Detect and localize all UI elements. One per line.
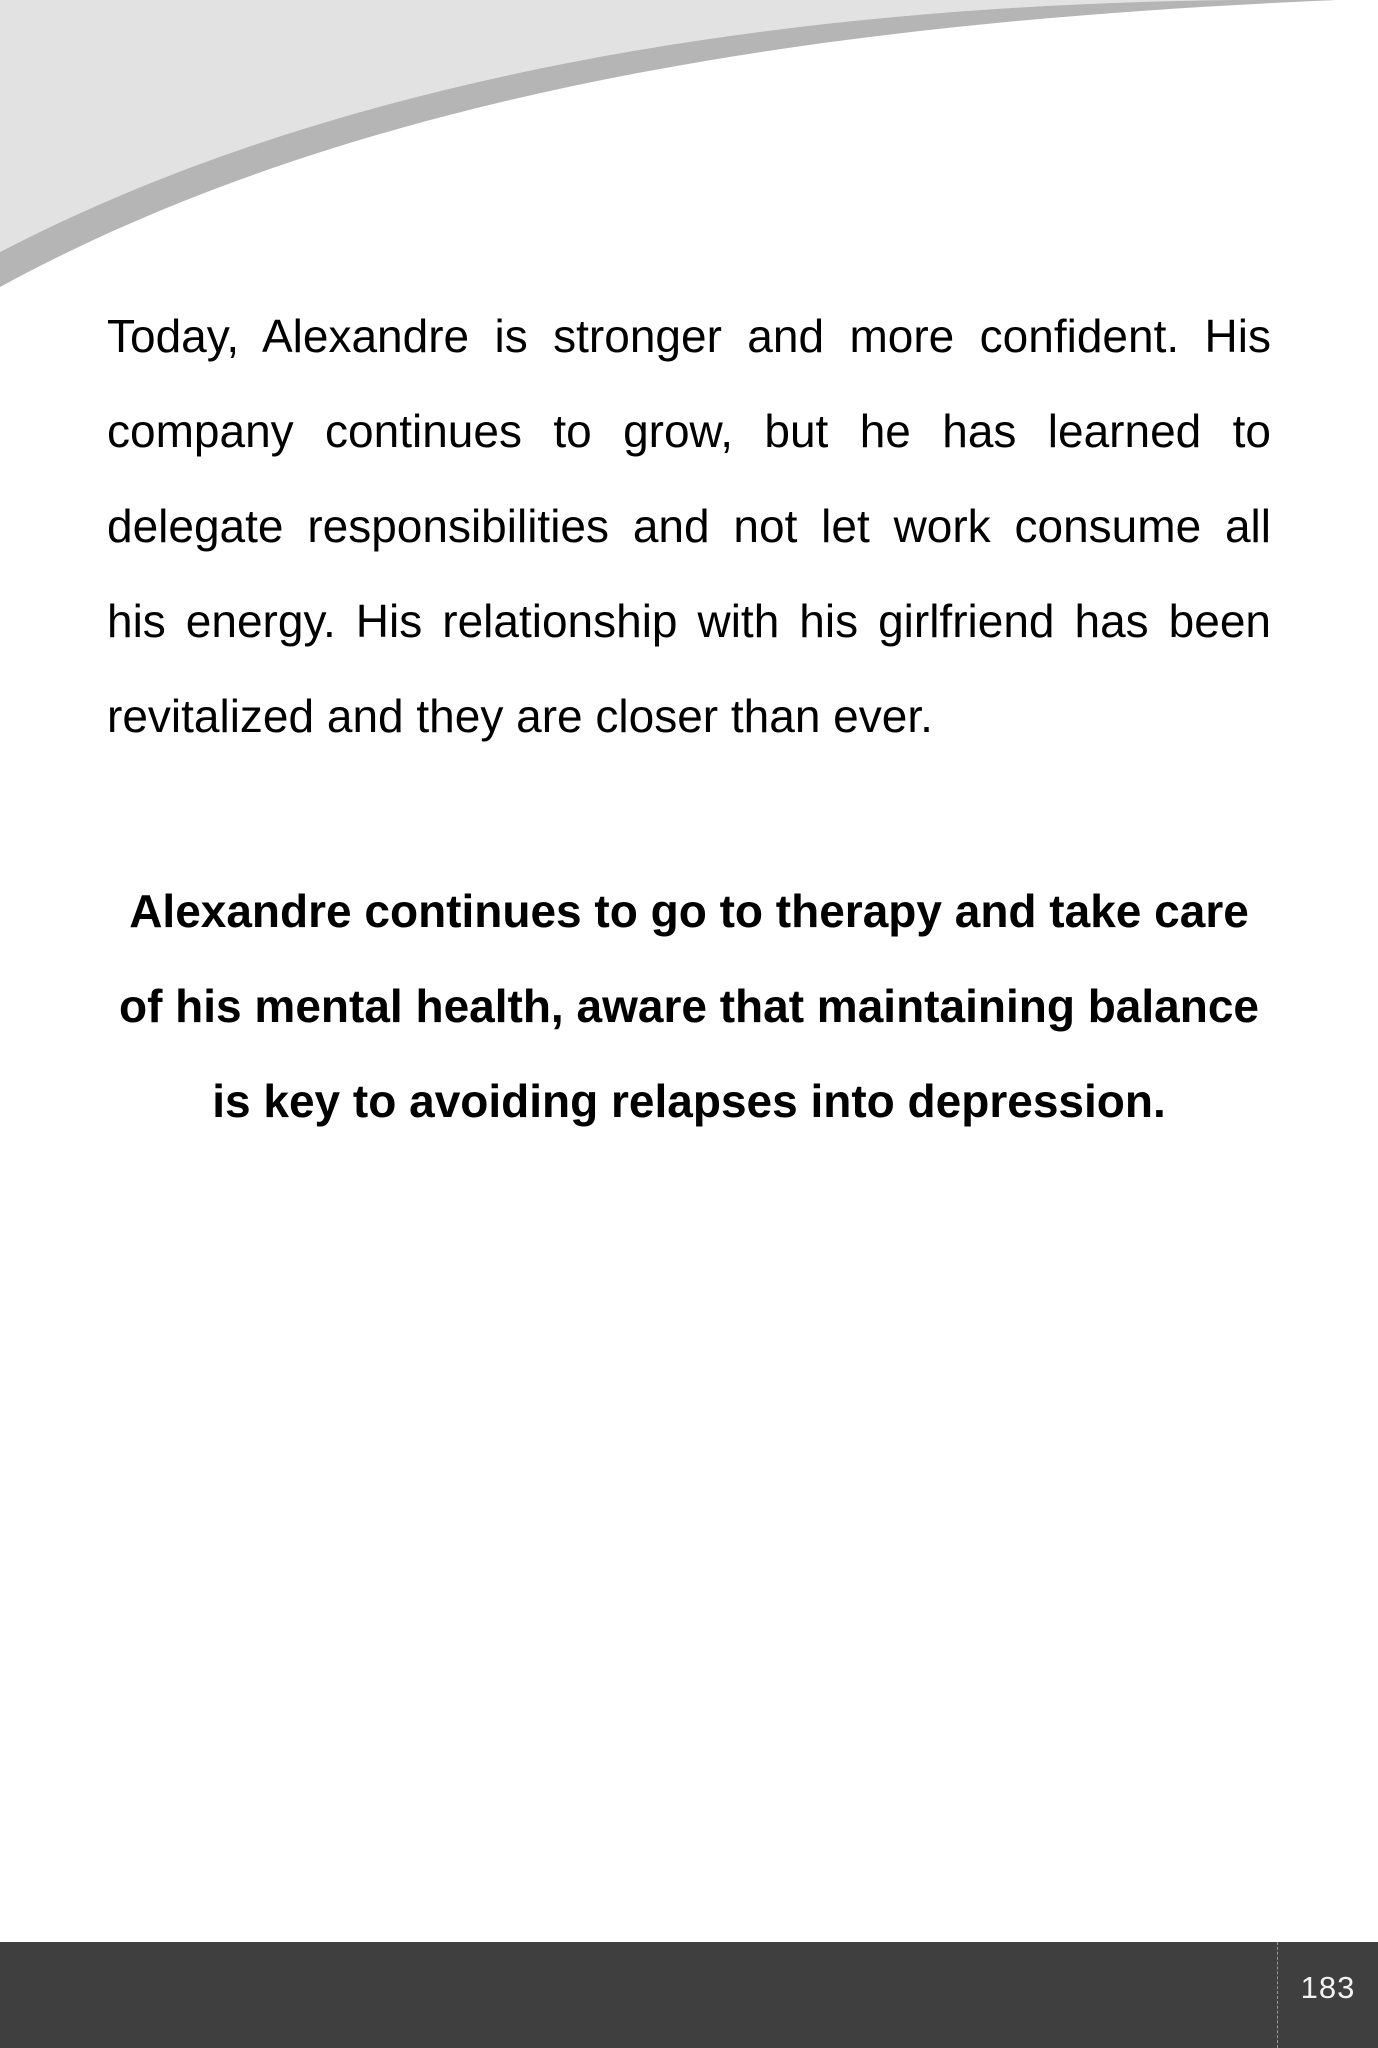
page-number-cell bbox=[1277, 1942, 1378, 2048]
text-line: Today, Alexandre is stronger and more confident. His bbox=[107, 310, 1271, 362]
text-line: delegate responsibilities and not let work consume all bbox=[107, 500, 1271, 552]
page-number: 183 bbox=[1300, 1970, 1356, 2005]
text-line: Alexandre continues to go to therapy and take care bbox=[129, 885, 1249, 937]
text-line: company continues to grow, but he has learned to bbox=[107, 405, 1271, 457]
swoosh-light-area bbox=[0, 0, 1233, 252]
paragraph-regular bbox=[107, 289, 1271, 764]
corner-swoosh-decoration bbox=[0, 0, 1378, 300]
text-line: his energy. His relationship with his girlfriend has been bbox=[107, 595, 1271, 647]
text-line: of his mental health, aware that maintaining balance bbox=[118, 980, 1260, 1032]
page-content bbox=[107, 289, 1271, 1149]
text-line: is key to avoiding relapses into depression. bbox=[212, 1075, 1166, 1127]
paragraph-bold bbox=[107, 864, 1271, 1149]
text-line: revitalized and they are closer than ever. bbox=[107, 690, 933, 742]
footer-bar bbox=[0, 1942, 1378, 2048]
